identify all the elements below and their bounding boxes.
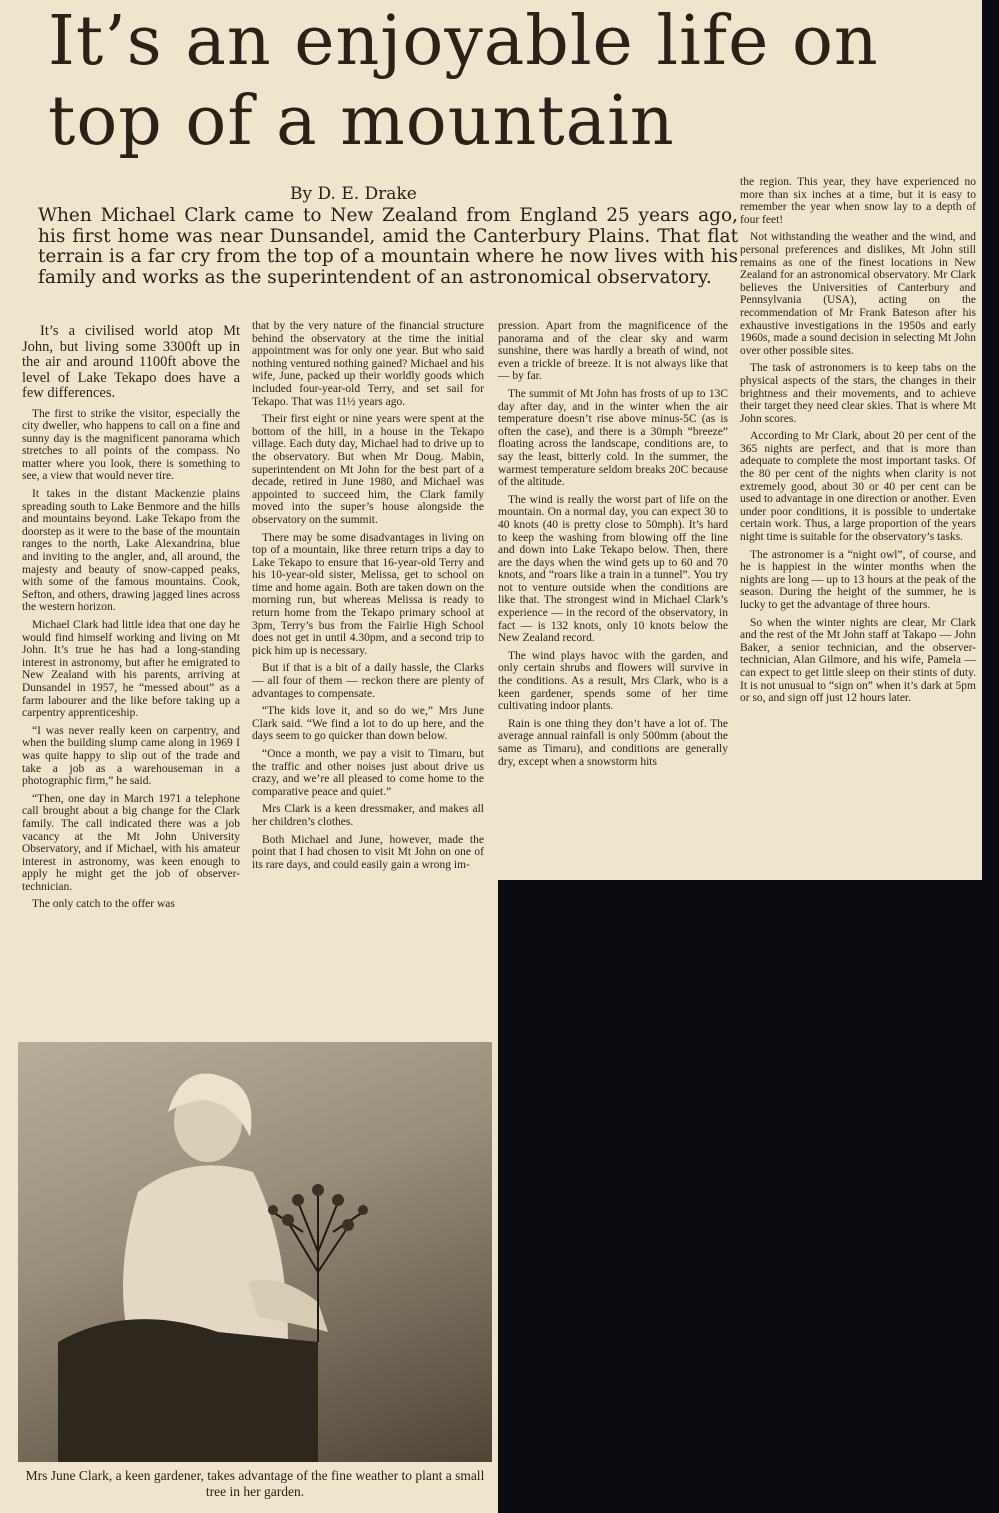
standfirst: When Michael Clark came to New Zealand from England 25 years ago, his first home was near Dunsandel, amid the Canterbury Plains. That flat terrain is a far cry from the top of a mountain where he now lives with his family and works as the superintendent of an astronomical observatory.: [38, 205, 738, 288]
paragraph: The first to strike the visitor, especially the city dweller, who happens to call on a fine and sunny day is the magnificent panorama which stretches to all points of the compass. No matter where you look, there is something to see, a view that would never tire.: [22, 407, 240, 483]
paragraph: that by the very nature of the financial structure behind the observatory at the time the initial appointment was for only one year. But who said nothing ventured nothing gained? Michael and his wife, June, packed up their worldly goods which included four-year-old Terry, and set sail for Tekapo. That was 11½ years ago.: [252, 320, 484, 408]
paragraph: “The kids love it, and so do we,” Mrs June Clark said. “We find a lot to do up here, and the days seem to go quicker than down below.: [252, 705, 484, 743]
paragraph: “Once a month, we pay a visit to Timaru, but the traffic and other noises just about drive us crazy, and we’re all pleased to come home to the comparative peace and quiet.”: [252, 748, 484, 798]
paragraph: Michael Clark had little idea that one day he would find himself working and living on Mt John. It’s true he has had a long-standing interest in astronomy, but after he emigrated to New Zealand with his parents, arriving at Dunsandel in 1957, he “messed about” as a farm labourer and the like before taking up a carpentry apprenticeship.: [22, 619, 240, 720]
paragraph: According to Mr Clark, about 20 per cent of the 365 nights are perfect, and that is more than adequate to complete the most important tasks. Of the 80 per cent of the nights when clarity is not extremely good, about 30 or 40 per cent can be used to advantage in one direction or another. Even under poor conditions, it is possible to undertake certain work. Thus, a large proportion of the years night time is suitable for the observatory’s tasks.: [740, 430, 976, 544]
paragraph: It’s a civilised world atop Mt John, but living some 3300ft up in the air and around 1100ft above the level of Lake Tekapo does have a few differences.: [22, 323, 240, 401]
paragraph: The task of astronomers is to keep tabs on the physical aspects of the stars, the changes in their brightness and their movements, and to achieve their target they need clear skies. That is where Mt John scores.: [740, 362, 976, 425]
photo-gardener: [18, 1042, 492, 1462]
paragraph: There may be some disadvantages in living on top of a mountain, like three return trips a day to Lake Tekapo to ensure that 16-year-old Terry and his 10-year-old sister, Melissa, get to school on time and home again. Both are taken down on the morning run, but whereas Melissa is ready to return home from the Tekapo primary school at 3pm, Terry’s bus from the Fairlie High School does not get in until 4.30pm, and a second trip to pick him up is necessary.: [252, 531, 484, 657]
paragraph: “Then, one day in March 1971 a telephone call brought about a big change for the Clark family. The call indicated there was a job vacancy at the Mt John University Observatory, and if Michael, with his amateur interest in astronomy, was keen enough to apply he might get the job of observer-technician.: [22, 792, 240, 893]
paragraph: Both Michael and June, however, made the point that I had chosen to visit Mt John on one of its rare days, and could easily gain a wrong im-: [252, 833, 484, 871]
paragraph: Rain is one thing they don’t have a lot of. The average annual rainfall is only 500mm (about the same as Timaru), and conditions are generally dry, except when a snowstorm hits: [498, 717, 728, 768]
article-column-2: [252, 320, 484, 876]
article-column-3: [498, 320, 728, 773]
paragraph: Not withstanding the weather and the wind, and personal preferences and dislikes, Mt John still remains as one of the finest locations in New Zealand for an astronomical observatory. Mr Clark believes the Universities of Canterbury and Pennsylvania (USA), acting on the recommendation of Mr Frank Bateson after his exhaustive investigations in the 1950s and early 1960s, made a sound decision in selecting Mt John over other possible sites.: [740, 231, 976, 357]
paragraph: the region. This year, they have experienced no more than six inches at a time, but it is easy to remember the year when snow lay to a depth of four feet!: [740, 176, 976, 226]
paragraph: The summit of Mt John has frosts of up to 13C day after day, and in the winter when the air temperature doesn’t rise above minus-5C (as is often the case), and there is a 30mph “breeze” floating across the landscape, conditions are, to say the least, bitterly cold. In the summer, the warmest temperature seldom breaks 20C because of the altitude.: [498, 387, 728, 489]
paragraph: So when the winter nights are clear, Mr Clark and the rest of the Mt John staff at Takapo — John Baker, a senior technician, and the observer-technician, Alan Gilmore, and his wife, Pamela — can expect to get little sleep on their stints of duty. It is not unusual to “sign on” when it’s dark at 5pm or so, and sign off just 12 hours later.: [740, 616, 976, 705]
photo-caption: Mrs June Clark, a keen gardener, takes advantage of the fine weather to plant a small tree in her garden.: [25, 1468, 485, 1499]
paragraph: The wind is really the worst part of life on the mountain. On a normal day, you can expect 30 to 40 knots (40 is pretty close to 50mph). It’s hard to keep the washing from blowing off the line and down into Lake Tekapo below. Then, there are the days when the wind gets up to 60 and 70 knots, and “roars like a train in a tunnel”. You try not to venture outside when the conditions are like that. The strongest wind in Michael Clark’s experience — in the record of the observatory, in fact — is 132 knots, only 10 knots below the New Zealand record.: [498, 493, 728, 645]
headline: It’s an enjoyable life on top of a mountain: [48, 2, 879, 161]
paragraph: It takes in the distant Mackenzie plains spreading south to Lake Benmore and the hills and mountains beyond. Lake Tekapo from the doorstep as it were to the base of the mountain ranges to the north, Lake Alexandrina, blue and inviting to the angler, and, all around, the majesty and beauty of snow-capped peaks, with some of the famous mountains. Cook, Sefton, and others, drawing jagged lines across the western horizon.: [22, 488, 240, 614]
paragraph: Mrs Clark is a keen dressmaker, and makes all her children’s clothes.: [252, 803, 484, 828]
article-column-4: [740, 176, 976, 710]
paragraph: The wind plays havoc with the garden, and only certain shrubs and flowers will survive in the conditions. As a result, Mrs Clark, who is a keen gardener, spends some of her time cultivating indoor plants.: [498, 649, 728, 713]
paragraph: The only catch to the offer was: [32, 898, 175, 911]
paragraph: But if that is a bit of a daily hassle, the Clarks — all four of them — reckon there are plenty of advantages to compensate.: [252, 662, 484, 700]
byline: By D. E. Drake: [290, 184, 417, 204]
article-column-1: [22, 324, 240, 916]
paragraph: The astronomer is a “night owl”, of course, and he is happiest in the winter months when the nights are long — up to 13 hours at the peak of the season. During the height of the summer, he is lucky to get the advantage of three hours.: [740, 548, 976, 611]
paragraph: Their first eight or nine years were spent at the bottom of the hill, in a house in the Tekapo village. Each duty day, Michael had to drive up to the observatory. But when Mr Doug. Mabin, superintendent on Mt John for the best part of a decade, retired in June 1980, and Michael was appointed to succeed him, the Clark family moved into the super’s house alongside the observatory on the summit.: [252, 413, 484, 526]
photo-illustration: [18, 1042, 492, 1462]
paragraph: pression. Apart from the magnificence of the panorama and of the clear sky and warm sunshine, there was hardly a breath of wind, not even a trickle of breeze. It is not always like that — by far.: [498, 320, 728, 383]
paragraph: “I was never really keen on carpentry, and when the building slump came along in 1969 I was quite happy to slip out of the trade and take a job as a warehouseman in a photographic firm,” he said.: [22, 724, 240, 788]
